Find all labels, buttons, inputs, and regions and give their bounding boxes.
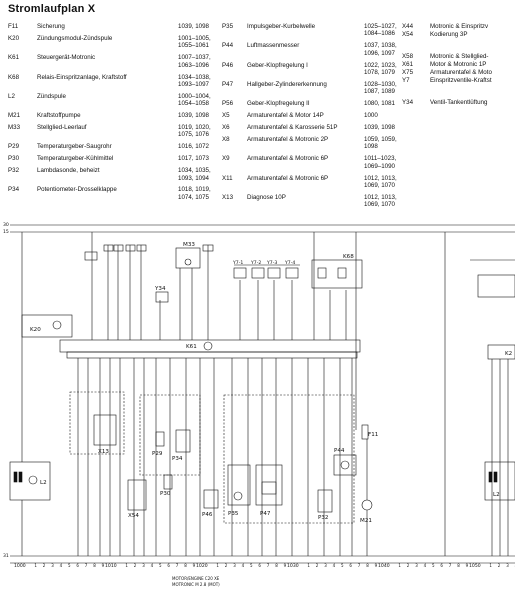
legend-description: Temperaturgeber-Saugrohr — [37, 143, 112, 151]
legend-description: Armaturentafel & Motronic 2P — [247, 135, 329, 143]
ruler-label: 1040 — [378, 564, 390, 569]
legend-description: Armaturentafel & Moto — [430, 69, 492, 76]
ruler-tick: 1 — [307, 563, 310, 568]
legend-code: X9 — [222, 155, 230, 163]
page-title: Stromlaufplan X — [8, 3, 96, 15]
footer-line-1: MOTOR/ENGINE C20 XE — [172, 576, 220, 581]
label-y34: Y34 — [155, 286, 166, 292]
legend-reference: 1034–1038, 1093–1097 — [178, 73, 211, 88]
label-p46: P46 — [202, 512, 213, 518]
ruler-tick: 6 — [167, 563, 170, 568]
legend-reference: 1019, 1020, 1075, 1076 — [178, 124, 211, 139]
legend-description: Ventil-Tankentlüftung — [430, 99, 488, 106]
legend-code: X44 — [402, 23, 414, 30]
footer-line-2: MOTRONIC M 2.8 (MOT) — [172, 582, 220, 587]
ruler-tick: 8 — [184, 563, 187, 568]
legend-reference: 1018, 1019, 1074, 1075 — [178, 186, 211, 201]
ruler — [14, 563, 515, 569]
legend-description: Armaturentafel & Motronic 6P — [247, 174, 329, 182]
ruler-tick: 3 — [233, 563, 236, 568]
legend-code: X11 — [222, 174, 233, 182]
legend-reference: 1000 — [364, 112, 378, 120]
legend-description: Lambdasonde, beheizt — [37, 167, 100, 175]
label-y7-2: Y7-2 — [251, 261, 262, 266]
legend-reference: 1001–1005, 1055–1061 — [178, 34, 211, 50]
legend-description: Diagnose 10P — [247, 193, 286, 201]
legend-code: X54 — [402, 31, 414, 38]
ruler-tick: 9 — [465, 563, 469, 568]
legend-description: Kodierung 3P — [430, 31, 468, 38]
label-p32: P32 — [318, 515, 329, 521]
legend-reference: 1080, 1081 — [364, 100, 395, 108]
legend-description: Relais-Einspritzanlage, Kraftstoff — [37, 73, 127, 81]
legend-reference: 1017, 1073 — [178, 155, 209, 163]
ruler-tick: 4 — [423, 563, 427, 568]
ruler-tick: 2 — [224, 563, 228, 568]
legend-description: Motronic & Stellglied- — [430, 53, 489, 60]
legend-code: P35 — [222, 23, 234, 30]
label-k68: K68 — [343, 254, 354, 260]
ruler-tick: 9 — [101, 563, 105, 568]
legend-description: Hallgeber-Zylindererkennung — [247, 80, 327, 88]
label-f11: F11 — [368, 432, 379, 438]
ruler-tick: 9 — [374, 563, 378, 568]
label-m21: M21 — [360, 518, 372, 524]
ruler-tick: 8 — [457, 563, 460, 568]
ruler-tick: 2 — [133, 563, 137, 568]
ruler-tick: 5 — [432, 563, 435, 568]
legend-reference: 1000–1004, 1054–1058 — [178, 92, 211, 108]
legend-description: Stellglied-Leerlauf — [37, 124, 87, 131]
legend-code: L2 — [8, 92, 15, 100]
rail-label-30: 30 — [3, 223, 9, 228]
ruler-label: 1050 — [469, 564, 481, 569]
legend-code: P32 — [8, 167, 20, 175]
legend-code: X6 — [222, 124, 230, 131]
legend-code: X13 — [222, 193, 234, 201]
rail-label-31: 31 — [3, 554, 9, 559]
legend-reference: 1034, 1035, 1093, 1094 — [178, 167, 211, 182]
legend-description: Motronic & Einspritzv — [430, 23, 489, 30]
ruler-tick: 4 — [150, 563, 154, 568]
ruler-label: 1000 — [14, 564, 26, 569]
ruler-tick: 2 — [497, 563, 501, 568]
legend-description: Zündungsmodul-Zündspule — [37, 34, 113, 42]
legend-code: P56 — [222, 100, 234, 108]
legend-code: F11 — [8, 23, 19, 30]
ruler-tick: 4 — [332, 563, 336, 568]
ruler-tick: 1 — [34, 563, 37, 568]
ruler-tick: 9 — [283, 563, 287, 568]
ruler-tick: 7 — [266, 563, 270, 568]
ruler-tick: 1 — [489, 563, 492, 568]
legend-description: Steuergerät-Motronic — [37, 54, 96, 62]
legend-reference: 1039, 1098 — [364, 124, 395, 131]
ruler-tick: 1 — [398, 563, 401, 568]
ruler-tick: 3 — [415, 563, 418, 568]
ruler-tick: 2 — [406, 563, 410, 568]
legend-reference: 1011–1023, 1069–1090 — [364, 155, 397, 170]
ruler-tick: 8 — [366, 563, 369, 568]
legend-reference: 1039, 1098 — [178, 112, 209, 120]
legend-code: P30 — [8, 155, 20, 163]
legend-code: X58 — [402, 53, 414, 60]
ruler-tick: 7 — [357, 563, 361, 568]
legend-description: Armaturentafel & Motor 14P — [247, 112, 324, 120]
ruler-tick: 9 — [192, 563, 196, 568]
legend-reference: 1025–1027, 1084–1086 — [364, 23, 397, 38]
legend-code: M33 — [8, 124, 21, 131]
ruler-tick: 3 — [324, 563, 327, 568]
ruler-tick: 7 — [448, 563, 452, 568]
ruler-tick: 4 — [59, 563, 63, 568]
ruler-tick: 6 — [76, 563, 79, 568]
legend-code: M21 — [8, 112, 21, 120]
label-x54: X54 — [128, 513, 139, 519]
legend-description: Geber-Klopfregelung II — [247, 100, 310, 108]
legend-code: P47 — [222, 80, 234, 88]
ruler-label: 1020 — [196, 564, 208, 569]
ruler-tick: 8 — [93, 563, 96, 568]
legend-description: Temperaturgeber-Kühlmittel — [37, 155, 114, 163]
legend-description: Geber-Klopfregelung I — [247, 61, 308, 69]
legend-reference: 1016, 1072 — [178, 143, 209, 151]
ruler-tick: 5 — [341, 563, 344, 568]
legend-code: K20 — [8, 34, 20, 42]
legend-description: Armaturentafel & Motronic 6P — [247, 155, 329, 163]
legend-description: Motor & Motronic 1P — [430, 61, 487, 68]
label-l2-right: L2 — [493, 492, 500, 498]
label-k2-right: K2 — [505, 351, 513, 357]
ruler-tick: 5 — [68, 563, 71, 568]
legend-code: X5 — [222, 112, 230, 120]
ruler-tick: 1 — [125, 563, 128, 568]
legend-reference: 1012, 1013, 1069, 1070 — [364, 174, 397, 189]
legend-description: Impulsgeber-Kurbelwelle — [247, 23, 316, 30]
ruler-tick: 3 — [51, 563, 54, 568]
ruler-tick: 5 — [159, 563, 162, 568]
legend-description: Sicherung — [37, 23, 65, 30]
ruler-tick: 1 — [216, 563, 219, 568]
label-l2: L2 — [40, 480, 47, 486]
legend-reference: 1028–1030, 1087, 1089 — [364, 80, 397, 96]
label-y7-1: Y7-1 — [233, 261, 244, 266]
ruler-tick: 3 — [506, 563, 509, 568]
label-y7-3: Y7-3 — [267, 261, 278, 266]
legend-reference: 1012, 1013, 1069, 1070 — [364, 193, 397, 209]
rail-label-15: 15 — [3, 230, 9, 235]
legend-code: P44 — [222, 42, 234, 50]
label-p30: P30 — [160, 491, 171, 497]
legend-code: X8 — [222, 135, 230, 143]
legend-code: P34 — [8, 186, 20, 194]
label-y7-4: Y7-4 — [285, 261, 296, 266]
legend-description: Zündspule — [37, 92, 66, 100]
legend-reference: 1007–1037, 1063–1096 — [178, 54, 211, 69]
legend-description: Kraftstoffpumpe — [37, 112, 81, 120]
legend-code: P46 — [222, 61, 234, 69]
legend-code: X75 — [402, 69, 414, 76]
ruler-tick: 6 — [258, 563, 261, 568]
label-p29: P29 — [152, 451, 163, 457]
ruler-tick: 6 — [440, 563, 443, 568]
legend-reference: 1037, 1038, 1096, 1097 — [364, 42, 397, 57]
ruler-tick: 4 — [241, 563, 245, 568]
ruler-label: 1030 — [287, 564, 299, 569]
legend-code: X61 — [402, 61, 414, 68]
legend-description: Einspritzventile-Kraftst — [430, 77, 492, 84]
label-p35: P35 — [228, 511, 239, 517]
ruler-tick: 7 — [84, 563, 88, 568]
legend-reference: 1059, 1059, 1098 — [364, 135, 397, 151]
ruler-tick: 6 — [349, 563, 352, 568]
legend-code: K68 — [8, 73, 20, 81]
label-k20: K20 — [30, 327, 41, 333]
legend-reference: 1039, 1098 — [178, 23, 209, 30]
ruler-tick: 3 — [142, 563, 145, 568]
label-p34: P34 — [172, 456, 183, 462]
label-m33: M33 — [183, 242, 195, 248]
legend-code: Y34 — [402, 99, 414, 106]
legend-description: Potentiometer-Drosselklappe — [37, 186, 117, 194]
ruler-tick: 2 — [315, 563, 319, 568]
label-p44: P44 — [334, 448, 345, 454]
legend-code: P29 — [8, 143, 20, 151]
legend-description: Luftmassenmesser — [247, 42, 300, 50]
legend-reference: 1022, 1023, 1078, 1079 — [364, 61, 397, 76]
ruler-tick: 5 — [250, 563, 253, 568]
ruler-tick: 7 — [175, 563, 179, 568]
label-x13: X13 — [98, 449, 109, 455]
label-p47: P47 — [260, 511, 271, 517]
legend-description: Armaturentafel & Karosserie 51P — [247, 124, 338, 131]
label-k61: K61 — [186, 344, 197, 350]
ruler-tick: 2 — [42, 563, 46, 568]
ruler-tick: 8 — [275, 563, 278, 568]
ruler-label: 1010 — [105, 564, 117, 569]
legend-code: Y7 — [402, 77, 410, 84]
legend-code: K61 — [8, 54, 20, 62]
